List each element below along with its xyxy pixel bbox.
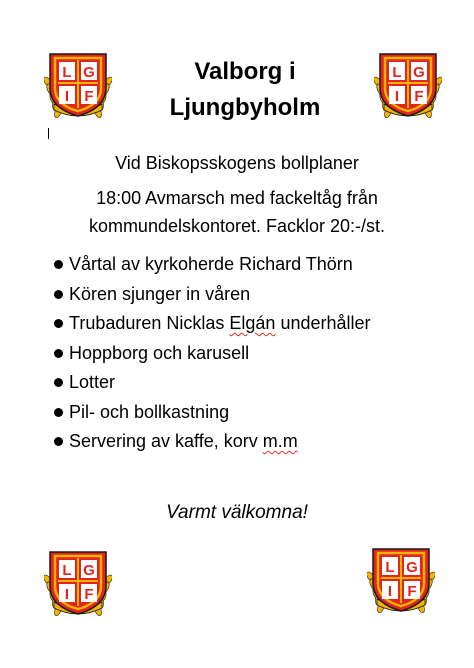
lgif-crest-icon — [374, 48, 442, 120]
svg-text:F: F — [84, 88, 94, 105]
svg-text:L: L — [62, 562, 72, 579]
svg-text:G: G — [413, 64, 425, 81]
club-logo-bottom-left — [44, 546, 112, 618]
page-title-line-2: Ljungbyholm — [169, 94, 321, 121]
spellcheck-flagged-word[interactable]: m.m — [262, 431, 298, 451]
list-item-text: Pil- och bollkastning — [69, 401, 230, 422]
svg-text:F: F — [414, 88, 424, 105]
list-item — [52, 282, 371, 312]
svg-text:G: G — [406, 559, 418, 576]
program-list — [52, 252, 371, 459]
schedule-line-2: kommundelskontoret. Facklor 20:-/st. — [88, 216, 386, 236]
svg-text:I: I — [394, 88, 400, 105]
club-logo-top-left — [44, 48, 112, 120]
bullet-icon — [54, 290, 63, 299]
svg-text:G: G — [83, 64, 95, 81]
lgif-crest-icon — [367, 543, 435, 615]
list-item-text: Vårtal av kyrkoherde Richard Thörn — [69, 254, 353, 274]
bullet-icon — [54, 349, 63, 358]
lgif-crest-icon — [44, 546, 112, 618]
svg-text:L: L — [392, 64, 402, 81]
bullet-icon — [54, 260, 63, 269]
bullet-icon — [54, 319, 63, 328]
list-item — [52, 311, 371, 341]
club-logo-bottom-right — [367, 543, 435, 615]
svg-text:G: G — [83, 562, 95, 579]
list-item-text-after: underhåller — [275, 313, 371, 333]
closing-text: Varmt välkomna! — [166, 502, 308, 523]
list-item-text-before: Trubaduren Nicklas — [69, 313, 230, 333]
svg-text:I: I — [387, 583, 393, 600]
list-item — [52, 400, 371, 430]
list-item-text-before: Servering av kaffe, korv — [69, 431, 263, 451]
bullet-icon — [54, 378, 63, 387]
list-item — [52, 341, 371, 371]
svg-text:F: F — [84, 586, 94, 603]
list-item — [52, 370, 371, 400]
bullet-icon — [54, 408, 63, 417]
venue-text: Vid Biskopsskogens bollplaner — [115, 153, 359, 173]
svg-text:L: L — [62, 64, 72, 81]
spellcheck-flagged-word[interactable]: Elgán — [229, 313, 276, 333]
text-cursor — [48, 128, 49, 139]
list-item-text: Lotter — [69, 372, 116, 392]
list-item — [52, 429, 371, 459]
club-logo-top-right — [374, 48, 442, 120]
list-item-text: Hoppborg och karusell — [69, 342, 250, 363]
svg-text:I: I — [64, 586, 70, 603]
svg-text:L: L — [385, 559, 395, 576]
bullet-icon — [54, 437, 63, 446]
svg-text:F: F — [407, 583, 417, 600]
schedule-line-1: 18:00 Avmarsch med fackeltåg från — [96, 188, 378, 208]
lgif-crest-icon — [44, 48, 112, 120]
list-item-text: Kören sjunger in våren — [69, 283, 251, 304]
page-title-line-1: Valborg i — [194, 58, 296, 85]
list-item — [52, 252, 371, 282]
svg-text:I: I — [64, 88, 70, 105]
